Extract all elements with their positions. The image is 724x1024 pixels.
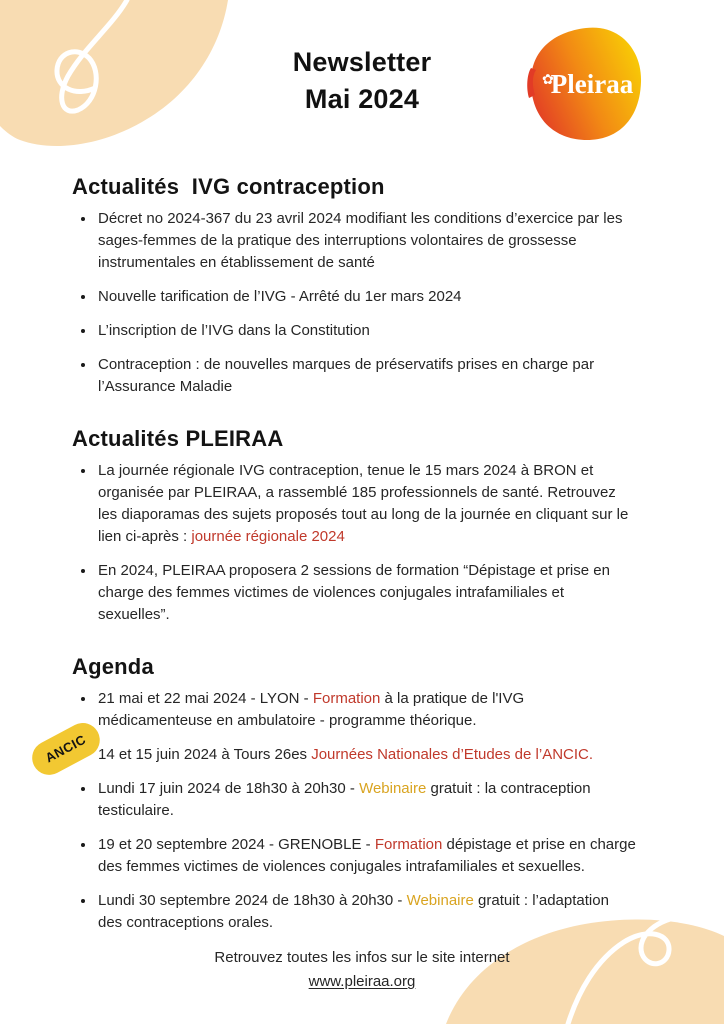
pleiraa-logo	[524, 22, 648, 146]
footer-text: Retrouvez toutes les infos sur le site internet	[214, 949, 510, 966]
flower-icon: ✿	[542, 73, 554, 88]
bullet-list	[42, 688, 636, 934]
inline-link[interactable]: Formation	[374, 836, 443, 853]
inline-link[interactable]: Formation	[312, 690, 381, 707]
text-segment: gratuit : l’adaptation des contraceptions orales.	[98, 892, 609, 931]
text-segment: gratuit : la contraception testiculaire.	[98, 780, 591, 819]
list-item	[96, 320, 636, 342]
page-header	[0, 0, 724, 118]
text-segment: 14 et 15 juin 2024 à Tours 26es	[98, 746, 312, 763]
text-segment: Contraception : de nouvelles marques de préservatifs prises en charge par l’Assurance Maladie	[98, 356, 595, 395]
inline-link[interactable]: Journées Nationales d’Etudes de l’ANCIC.	[311, 746, 594, 763]
text-segment: Nouvelle tarification de l’IVG - Arrêté du 1er mars 2024	[98, 288, 462, 305]
text-segment: En 2024, PLEIRAA proposera 2 sessions de formation “Dépistage et prise en charge des femmes victimes de violences conjugales intrafamiliales et sexuelles”.	[98, 562, 610, 623]
list-item	[96, 834, 636, 878]
website-link[interactable]: www.pleiraa.org	[308, 973, 416, 990]
list-item	[96, 778, 636, 822]
list-item	[96, 208, 636, 274]
logo-text: Pleiraa	[550, 69, 634, 99]
list-item	[96, 354, 636, 398]
list-item	[96, 890, 636, 934]
section-heading: Actualités IVG contraception	[72, 174, 385, 199]
inline-link[interactable]: journée régionale 2024	[191, 528, 345, 545]
section-actualites-pleiraa	[72, 426, 636, 626]
ancic-sticker-badge: • ANCIC	[26, 717, 105, 781]
newsletter-content	[0, 174, 724, 934]
section-heading: Actualités PLEIRAA	[72, 426, 284, 451]
title-line-1: Newsletter	[292, 47, 432, 77]
list-item	[96, 688, 636, 732]
bullet-list	[72, 460, 636, 626]
text-segment: 21 mai et 22 mai 2024 - LYON -	[98, 690, 313, 707]
inline-link[interactable]: Webinaire	[406, 892, 474, 909]
list-item	[42, 731, 636, 766]
section-heading: Agenda	[72, 654, 154, 679]
text-segment: dépistage et prise en charge des femmes victimes de violences conjugales intrafamiliales et sexuelles.	[98, 836, 636, 875]
section-actualites-ivg	[72, 174, 636, 398]
text-segment: L’inscription de l’IVG dans la Constitution	[98, 322, 370, 339]
section-agenda	[42, 654, 636, 934]
list-item	[96, 286, 636, 308]
bullet-list	[72, 208, 636, 398]
text-segment: à la pratique de l'IVG médicamenteuse en ambulatoire - programme théorique.	[98, 690, 525, 729]
text-segment: Décret no 2024-367 du 23 avril 2024 modifiant les conditions d’exercice par les sages-femmes de la pratique des interruptions volontaires de grossesse instrumentales en établissement de santé	[98, 210, 623, 271]
text-segment: La journée régionale IVG contraception, tenue le 15 mars 2024 à BRON et organisée par PLEIRAA, a rassemblé 185 professionnels de santé. Retrouvez les diaporamas des sujets proposés tout au long de la journée en cliquant sur le lien ci-après :	[98, 462, 629, 545]
inline-link[interactable]: Webinaire	[359, 780, 427, 797]
page-footer	[0, 946, 724, 994]
list-item	[96, 560, 636, 626]
text-segment: Lundi 30 septembre 2024 de 18h30 à 20h30 -	[98, 892, 407, 909]
text-segment: 19 et 20 septembre 2024 - GRENOBLE -	[98, 836, 375, 853]
title-line-2: Mai 2024	[304, 84, 420, 114]
list-item	[96, 460, 636, 548]
text-segment: Lundi 17 juin 2024 de 18h30 à 20h30 -	[98, 780, 360, 797]
